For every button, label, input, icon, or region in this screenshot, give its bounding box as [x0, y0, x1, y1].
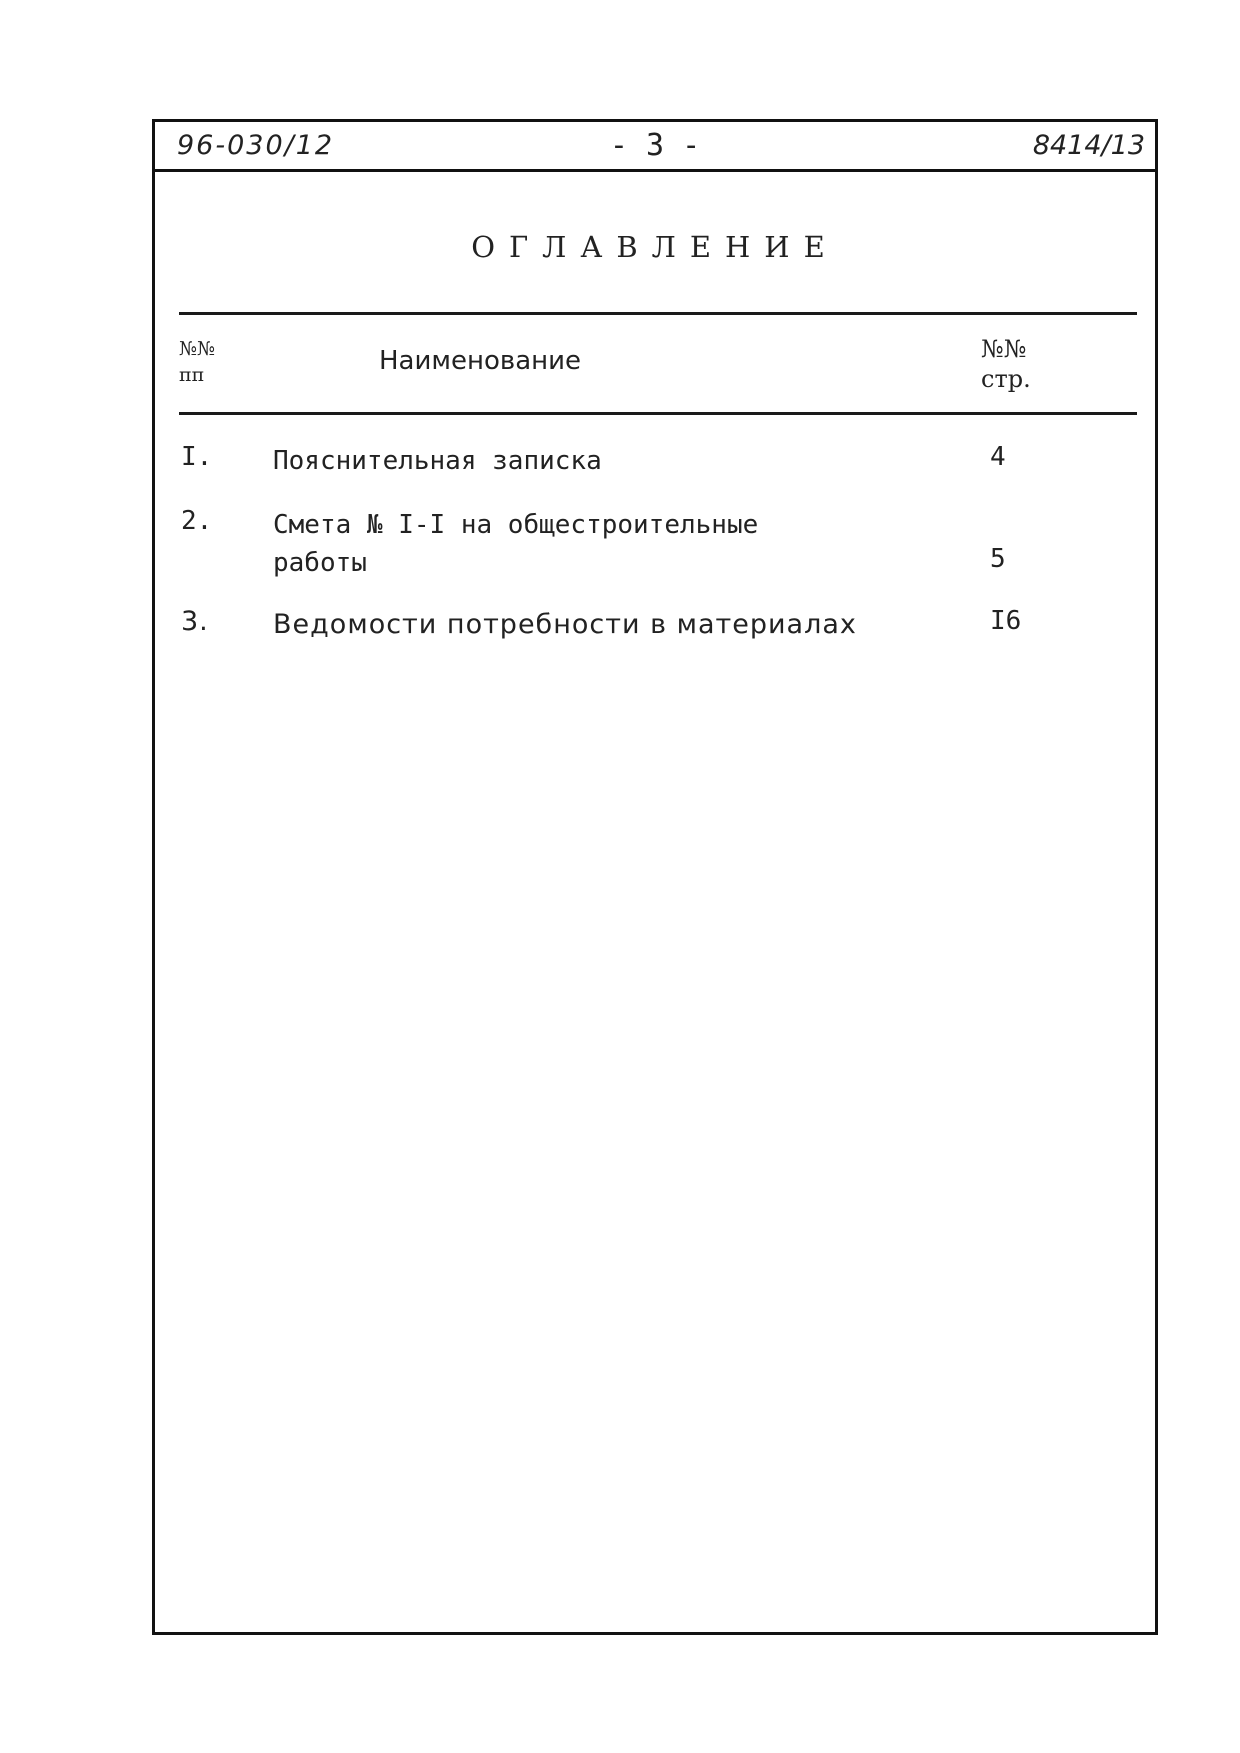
document-code: 96-030/12	[177, 130, 335, 161]
column-header-page	[981, 334, 1031, 394]
toc-entry-page: 4	[990, 442, 1006, 472]
toc-title: ОГЛАВЛЕНИЕ	[471, 230, 839, 264]
toc-entry-number: 2.	[181, 506, 213, 536]
toc-entry-number: 3.	[181, 606, 209, 637]
column-header-number	[179, 336, 215, 388]
toc-entry-page: I6	[990, 606, 1022, 636]
table-header-rule	[179, 412, 1137, 415]
header-band	[155, 122, 1155, 172]
table-top-rule	[179, 312, 1137, 315]
column-header-number-line1: №№	[179, 338, 215, 360]
page-number: - 3 -	[609, 128, 701, 163]
toc-entry-number: I.	[181, 442, 213, 472]
archive-code: 8414/13	[1032, 130, 1145, 161]
toc-entry-page: 5	[990, 544, 1006, 574]
column-header-page-line2: стр.	[981, 365, 1031, 393]
column-header-page-line1: №№	[981, 335, 1027, 363]
toc-entry-name-line2: работы	[273, 548, 367, 578]
column-header-name: Наименование	[379, 346, 582, 376]
toc-entry-name	[273, 506, 758, 582]
page-frame	[152, 119, 1158, 1635]
toc-entry-name: Пояснительная записка	[273, 446, 602, 476]
column-header-number-line2: пп	[179, 364, 205, 386]
toc-entry-name: Ведомости потребности в материалах	[273, 609, 857, 640]
toc-entry-name-line1: Смета № I-I на общестроительные	[273, 510, 759, 540]
